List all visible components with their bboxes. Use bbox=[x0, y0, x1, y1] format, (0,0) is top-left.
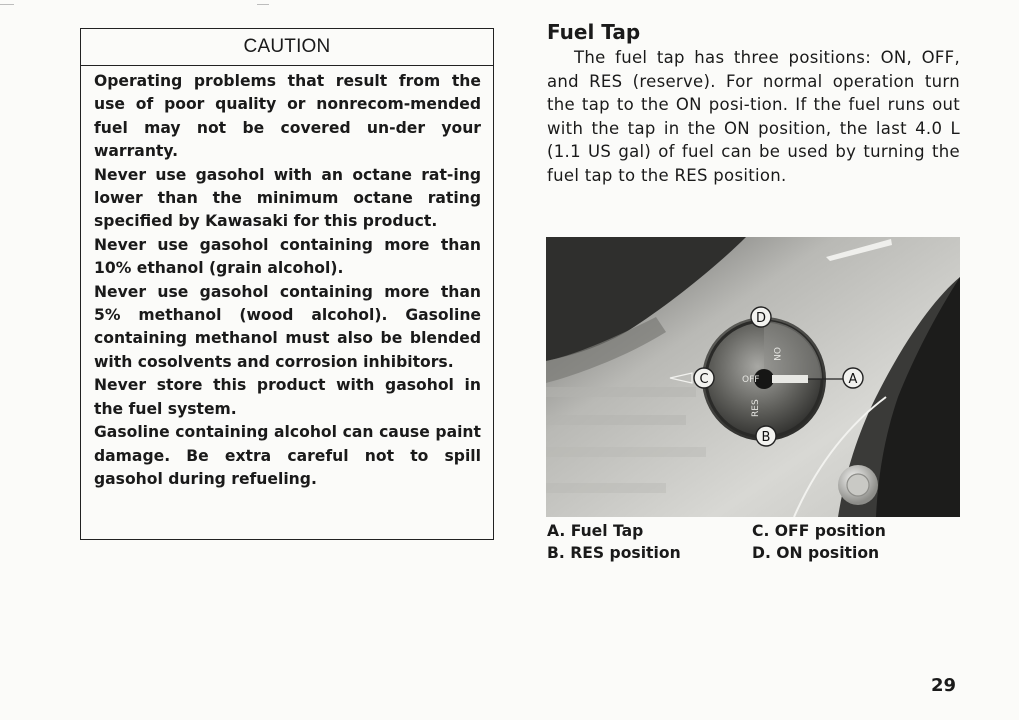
svg-text:A: A bbox=[848, 372, 858, 387]
caution-title: CAUTION bbox=[81, 29, 493, 66]
bolt bbox=[838, 465, 878, 505]
margin-mark bbox=[0, 4, 14, 5]
section-body: The fuel tap has three positions: ON, OFF, and RES (reserve). For normal operation turn the tap to the ON posi-tion. If the fuel runs out with the tap in the ON position, the last 4.0 L (1.1 US gal) of fuel can be used by turning the fuel tap to the RES position. bbox=[547, 48, 960, 185]
caution-box bbox=[80, 28, 494, 540]
svg-text:C: C bbox=[699, 372, 709, 387]
page-number: 29 bbox=[931, 675, 957, 696]
caution-paragraph: Operating problems that result from the use of poor quality or nonrecom-mended fuel may not be covered un-der your warranty. bbox=[94, 72, 481, 161]
caution-paragraph: Never use gasohol with an octane rat-ing lower than the minimum octane rating specified by Kawasaki for this product. bbox=[94, 165, 481, 231]
caption-row bbox=[547, 520, 960, 542]
fuel-tap-photo bbox=[546, 237, 960, 517]
caption-a: A. Fuel Tap bbox=[547, 522, 644, 540]
caution-body bbox=[81, 66, 493, 491]
fuel-tap-dial bbox=[702, 317, 826, 441]
caution-paragraph: Never use gasohol containing more than 5% methanol (wood alcohol). Gasoline containing methanol must also be blended with cosolvents and corrosion inhibitors. bbox=[94, 282, 481, 371]
margin-mark bbox=[257, 4, 269, 5]
caption-d: D. ON position bbox=[752, 544, 880, 562]
caption-b: B. RES position bbox=[547, 544, 681, 562]
caption-c: C. OFF position bbox=[752, 522, 886, 540]
dial-res-label: RES bbox=[751, 399, 761, 417]
caption-row bbox=[547, 542, 960, 564]
caution-paragraph: Never store this product with gasohol in the fuel system. bbox=[94, 376, 481, 418]
svg-text:D: D bbox=[755, 311, 767, 326]
caution-paragraph: Never use gasohol containing more than 10% ethanol (grain alcohol). bbox=[94, 235, 481, 278]
callout-d bbox=[751, 307, 771, 327]
dial-on-label: ON bbox=[771, 347, 781, 361]
callout-b bbox=[756, 426, 776, 446]
figure-captions bbox=[547, 520, 960, 564]
section-title: Fuel Tap bbox=[547, 20, 641, 44]
dial-off-label: OFF bbox=[742, 375, 760, 385]
caution-paragraph: Gasoline containing alcohol can cause paint damage. Be extra careful not to spill gasohol during refueling. bbox=[94, 423, 481, 488]
svg-text:B: B bbox=[761, 430, 771, 445]
